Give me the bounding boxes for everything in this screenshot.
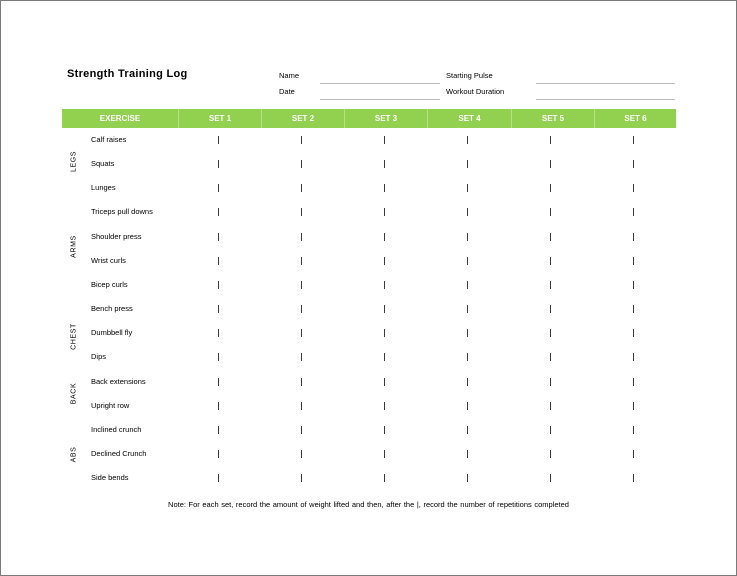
exercise-name: Bench press (91, 304, 133, 313)
set-4-entry[interactable] (467, 474, 468, 482)
exercise-name: Back extensions (91, 377, 146, 386)
starting-pulse-field[interactable] (536, 83, 675, 84)
column-header-set-3: SET 3 (374, 114, 398, 123)
set-4-entry[interactable] (467, 402, 468, 410)
table-row (62, 401, 676, 425)
set-6-entry[interactable] (633, 426, 634, 434)
set-5-entry[interactable] (550, 208, 551, 216)
set-1-entry[interactable] (218, 208, 219, 216)
name-label: Name (279, 71, 300, 80)
exercise-name: Upright row (91, 401, 130, 410)
set-2-entry[interactable] (301, 257, 302, 265)
set-1-entry[interactable] (218, 426, 219, 434)
table-row (62, 232, 676, 256)
column-header-set-1: SET 1 (208, 114, 232, 123)
set-6-entry[interactable] (633, 233, 634, 241)
page-title: Strength Training Log (67, 68, 188, 80)
exercise-name: Lunges (91, 183, 116, 192)
set-2-entry[interactable] (301, 184, 302, 192)
set-1-entry[interactable] (218, 353, 219, 361)
name-field[interactable] (320, 83, 440, 84)
set-1-entry[interactable] (218, 233, 219, 241)
set-5-entry[interactable] (550, 378, 551, 386)
set-3-entry[interactable] (384, 474, 385, 482)
note-text: Note: For each set, record the amount of weight lifted and then, after the |, record the number of repetitions completed (168, 500, 569, 509)
set-3-entry[interactable] (384, 233, 385, 241)
set-3-entry[interactable] (384, 426, 385, 434)
set-2-entry[interactable] (301, 160, 302, 168)
set-5-entry[interactable] (550, 136, 551, 144)
set-4-entry[interactable] (467, 257, 468, 265)
exercise-name: Side bends (91, 473, 129, 482)
set-1-entry[interactable] (218, 450, 219, 458)
set-3-entry[interactable] (384, 160, 385, 168)
set-3-entry[interactable] (384, 136, 385, 144)
column-header-set-5: SET 5 (541, 114, 565, 123)
set-2-entry[interactable] (301, 402, 302, 410)
date-field[interactable] (320, 99, 440, 100)
set-4-entry[interactable] (467, 233, 468, 241)
table-header (62, 109, 676, 128)
set-2-entry[interactable] (301, 281, 302, 289)
column-header-set-6: SET 6 (624, 114, 647, 123)
exercise-name: Dips (91, 352, 107, 361)
set-4-entry[interactable] (467, 136, 468, 144)
set-1-entry[interactable] (218, 184, 219, 192)
set-3-entry[interactable] (384, 329, 385, 337)
set-4-entry[interactable] (467, 160, 468, 168)
workout-duration-field[interactable] (536, 99, 675, 100)
set-4-entry[interactable] (467, 450, 468, 458)
set-1-entry[interactable] (218, 281, 219, 289)
exercise-name: Triceps pull downs (91, 207, 153, 216)
table-row (62, 473, 676, 497)
table-row (62, 425, 676, 449)
set-2-entry[interactable] (301, 450, 302, 458)
table-row (62, 256, 676, 280)
set-6-entry[interactable] (633, 378, 634, 386)
set-4-entry[interactable] (467, 208, 468, 216)
set-5-entry[interactable] (550, 233, 551, 241)
set-4-entry[interactable] (467, 426, 468, 434)
set-2-entry[interactable] (301, 233, 302, 241)
set-3-entry[interactable] (384, 378, 385, 386)
set-2-entry[interactable] (301, 426, 302, 434)
set-6-entry[interactable] (633, 353, 634, 361)
set-1-entry[interactable] (218, 474, 219, 482)
set-4-entry[interactable] (467, 281, 468, 289)
table-row (62, 352, 676, 376)
set-4-entry[interactable] (467, 305, 468, 313)
set-1-entry[interactable] (218, 305, 219, 313)
set-4-entry[interactable] (467, 353, 468, 361)
set-5-entry[interactable] (550, 402, 551, 410)
set-1-entry[interactable] (218, 136, 219, 144)
set-2-entry[interactable] (301, 474, 302, 482)
set-5-entry[interactable] (550, 329, 551, 337)
table-row (62, 159, 676, 183)
set-6-entry[interactable] (633, 402, 634, 410)
exercise-name: Calf raises (91, 135, 127, 144)
set-2-entry[interactable] (301, 136, 302, 144)
table-row (62, 449, 676, 473)
column-header-set-4: SET 4 (458, 114, 481, 123)
exercise-name: Shoulder press (91, 232, 142, 241)
set-3-entry[interactable] (384, 257, 385, 265)
table-row (62, 280, 676, 304)
set-6-entry[interactable] (633, 281, 634, 289)
group-label-arms: ARMS (70, 235, 78, 258)
exercise-name: Squats (91, 159, 115, 168)
exercise-name: Inclined crunch (91, 425, 142, 434)
set-4-entry[interactable] (467, 184, 468, 192)
set-4-entry[interactable] (467, 329, 468, 337)
set-2-entry[interactable] (301, 305, 302, 313)
set-5-entry[interactable] (550, 450, 551, 458)
set-5-entry[interactable] (550, 426, 551, 434)
exercise-name: Declined Crunch (91, 449, 147, 458)
starting-pulse-label: Starting Pulse (446, 71, 493, 80)
set-1-entry[interactable] (218, 257, 219, 265)
set-5-entry[interactable] (550, 353, 551, 361)
group-label-chest: CHEST (70, 323, 78, 350)
group-label-abs: ABS (70, 446, 78, 463)
set-6-entry[interactable] (633, 329, 634, 337)
set-6-entry[interactable] (633, 305, 634, 313)
exercise-name: Dumbbell fly (91, 328, 133, 337)
column-header-exercise: EXERCISE (99, 114, 141, 123)
set-3-entry[interactable] (384, 402, 385, 410)
set-5-entry[interactable] (550, 257, 551, 265)
exercise-name: Wrist curls (91, 256, 126, 265)
table-row (62, 304, 676, 328)
set-6-entry[interactable] (633, 450, 634, 458)
group-label-back: BACK (70, 382, 78, 405)
column-header-set-2: SET 2 (291, 114, 315, 123)
set-1-entry[interactable] (218, 329, 219, 337)
set-5-entry[interactable] (550, 160, 551, 168)
table-row (62, 207, 676, 231)
table-row (62, 328, 676, 352)
table-row (62, 183, 676, 207)
set-5-entry[interactable] (550, 474, 551, 482)
table-row (62, 135, 676, 159)
set-6-entry[interactable] (633, 184, 634, 192)
set-5-entry[interactable] (550, 305, 551, 313)
set-4-entry[interactable] (467, 378, 468, 386)
set-6-entry[interactable] (633, 160, 634, 168)
set-2-entry[interactable] (301, 208, 302, 216)
set-3-entry[interactable] (384, 184, 385, 192)
set-6-entry[interactable] (633, 474, 634, 482)
set-3-entry[interactable] (384, 353, 385, 361)
set-3-entry[interactable] (384, 281, 385, 289)
set-3-entry[interactable] (384, 450, 385, 458)
set-1-entry[interactable] (218, 160, 219, 168)
table-row (62, 377, 676, 401)
date-label: Date (279, 87, 295, 96)
set-6-entry[interactable] (633, 257, 634, 265)
set-5-entry[interactable] (550, 281, 551, 289)
set-2-entry[interactable] (301, 378, 302, 386)
group-label-legs: LEGS (70, 150, 78, 173)
set-3-entry[interactable] (384, 305, 385, 313)
set-2-entry[interactable] (301, 329, 302, 337)
set-1-entry[interactable] (218, 378, 219, 386)
set-3-entry[interactable] (384, 208, 385, 216)
set-2-entry[interactable] (301, 353, 302, 361)
set-6-entry[interactable] (633, 136, 634, 144)
set-5-entry[interactable] (550, 184, 551, 192)
set-6-entry[interactable] (633, 208, 634, 216)
exercise-name: Bicep curls (91, 280, 128, 289)
workout-duration-label: Workout Duration (446, 87, 505, 96)
set-1-entry[interactable] (218, 402, 219, 410)
